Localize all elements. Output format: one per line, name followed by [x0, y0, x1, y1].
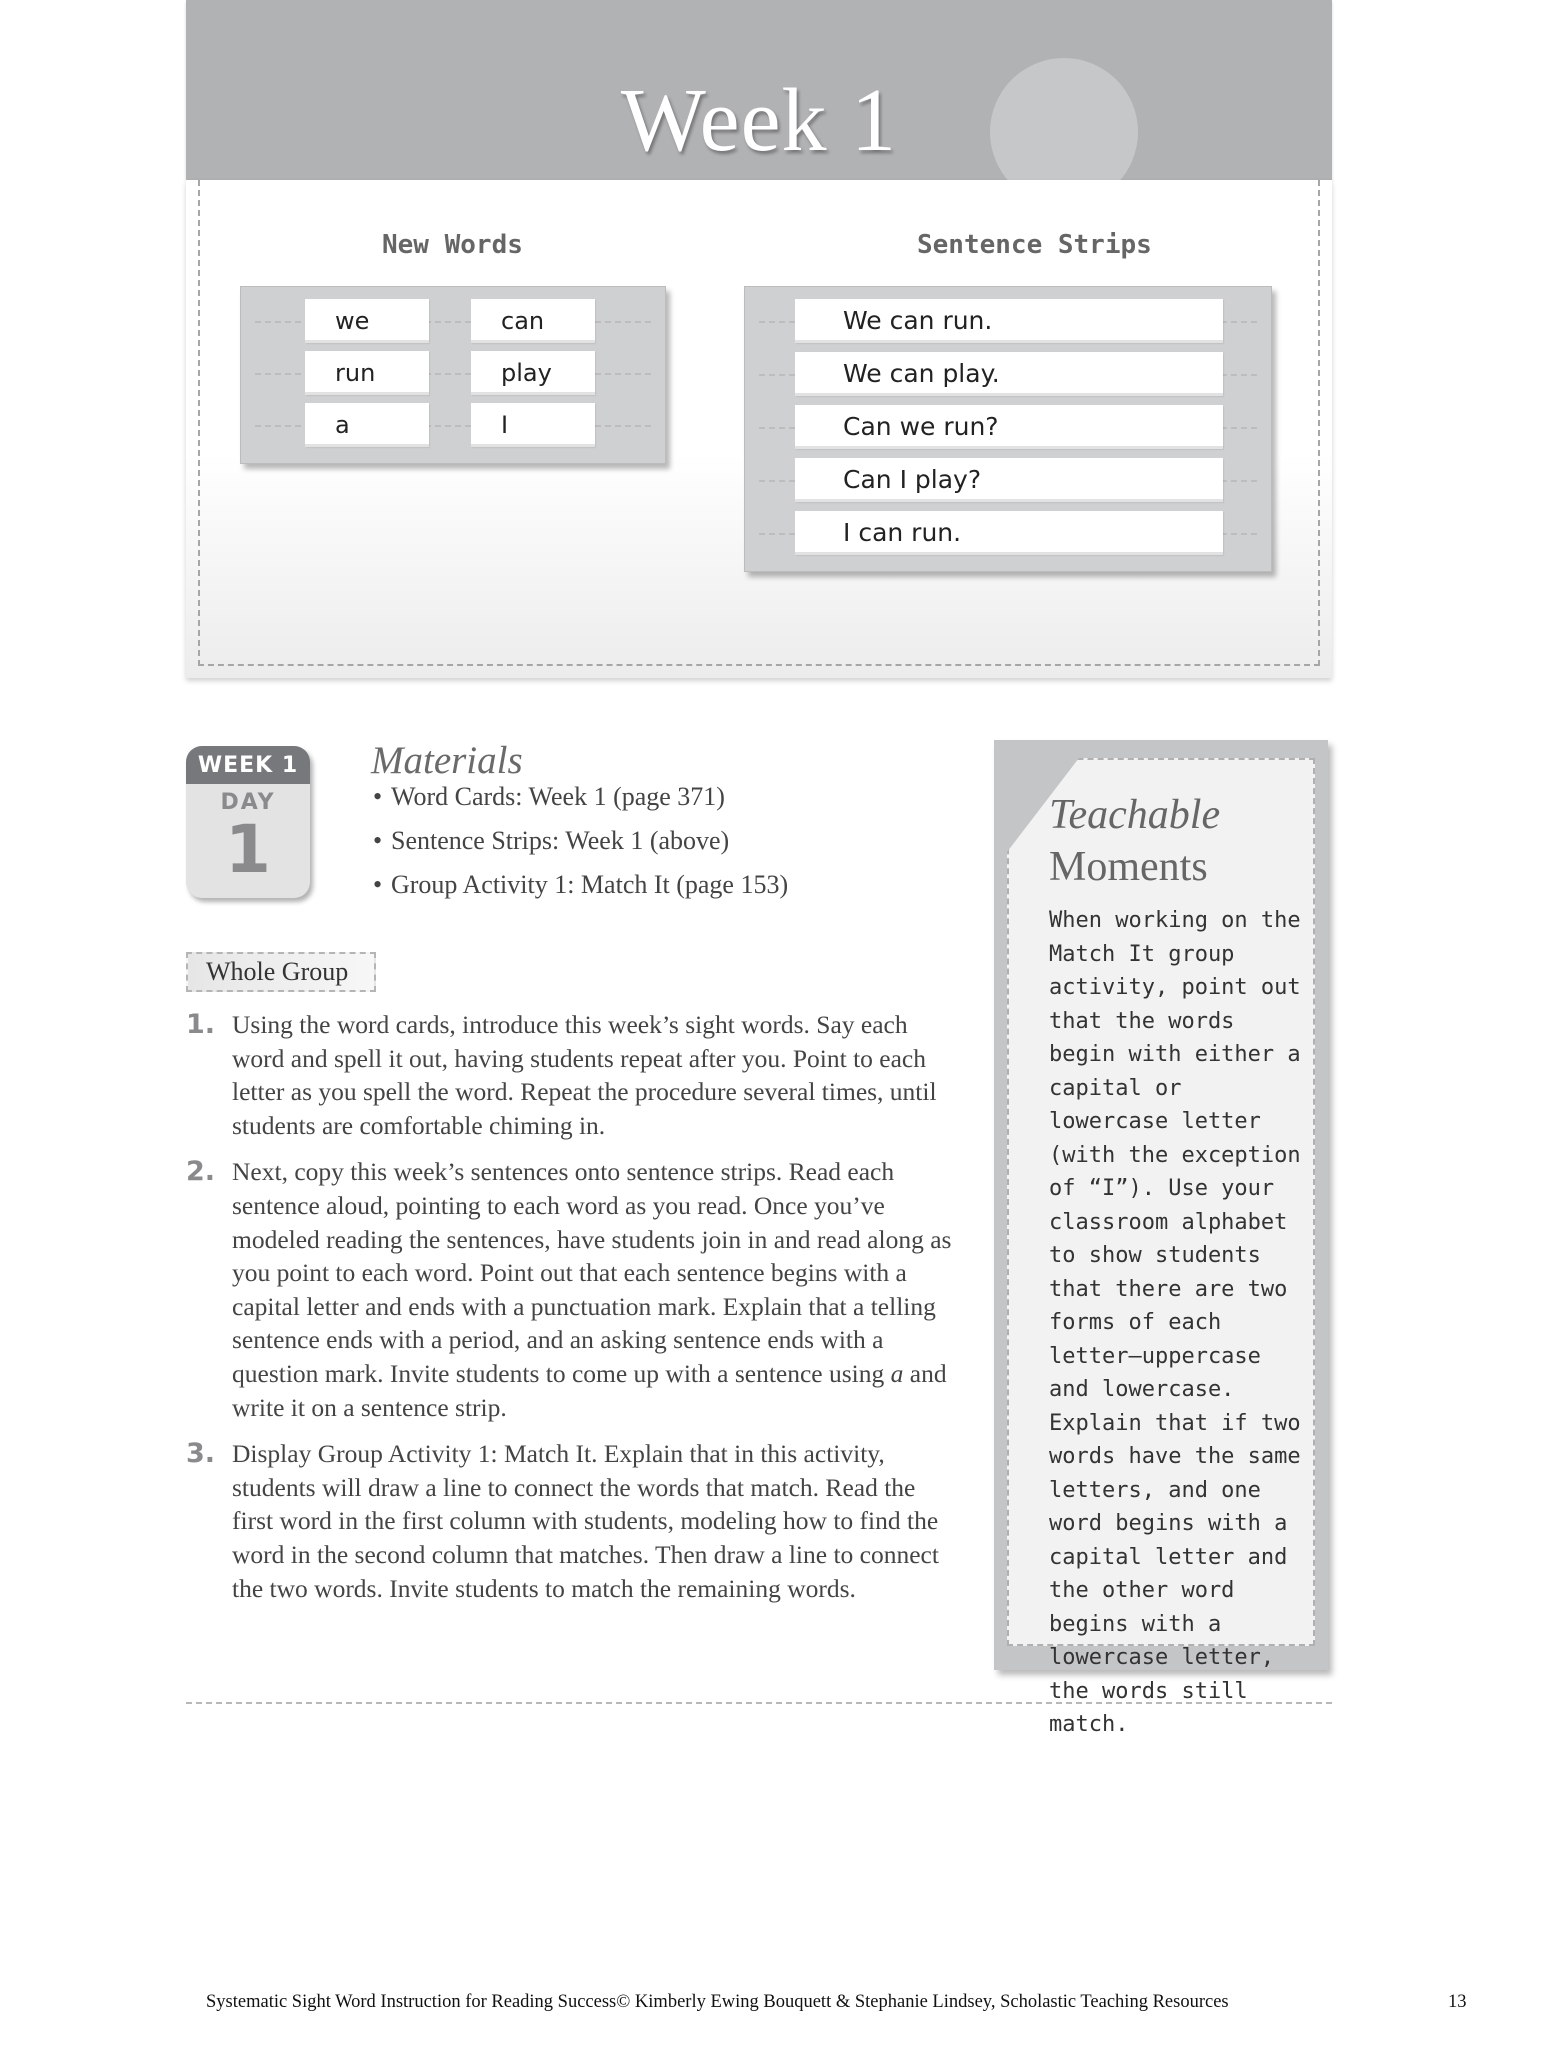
badge-day-label: DAY [220, 790, 276, 815]
step-text: Display Group Activity 1: Match It. Explain that in this activity, students will draw a line to connect the words that match. Read the first word in the first column with students, modeling how to find the word in the second column that matches. Then draw a line to connect the two words. Invite students to match the remaining words. [232, 1439, 939, 1603]
sentence-strip: We can run. [795, 299, 1223, 343]
step-item [186, 1437, 962, 1605]
materials-item [373, 870, 788, 914]
instruction-steps [186, 1008, 962, 1618]
new-words-heading: New Words [382, 230, 523, 260]
badge-week-label: WEEK 1 [186, 746, 310, 784]
footer-credit: Systematic Sight Word Instruction for Reading Success© Kimberly Ewing Bouquett & Stephanie Lindsey, Scholastic Teaching Resources [206, 1992, 1229, 2012]
step-text-emphasis: a [890, 1358, 904, 1388]
week-day-badge [186, 746, 310, 898]
sentence-strips-heading: Sentence Strips [917, 230, 1152, 260]
new-words-tray [240, 286, 666, 464]
step-item [186, 1008, 962, 1142]
section-divider [186, 1702, 1332, 1704]
step-text-part: and write it on a sentence strip. [232, 1358, 947, 1422]
badge-day-number: 1 [225, 811, 271, 888]
bullet-icon: • [373, 826, 383, 855]
word-card: play [471, 351, 595, 395]
bullet-icon: • [373, 782, 383, 811]
word-card: run [305, 351, 429, 395]
sentence-strip: I can run. [795, 511, 1223, 555]
step-text [232, 1157, 951, 1421]
materials-item [373, 782, 788, 826]
step-number: 3. [186, 1438, 216, 1470]
page-title: Week 1 [620, 71, 898, 170]
materials-item-text: Word Cards: Week 1 (page 371) [391, 782, 725, 811]
teachable-moments-title: Moments [1049, 844, 1208, 890]
step-number: 2. [186, 1156, 216, 1188]
sentence-strip: Can we run? [795, 405, 1223, 449]
word-card: I [471, 403, 595, 447]
materials-item-text: Sentence Strips: Week 1 (above) [391, 826, 730, 855]
teachable-moments-card [1007, 758, 1315, 1737]
word-card: we [305, 299, 429, 343]
page-number: 13 [1448, 1992, 1467, 2012]
word-card: can [471, 299, 595, 343]
materials-item-text: Group Activity 1: Match It (page 153) [391, 870, 789, 899]
bullet-icon: • [373, 870, 383, 899]
sentence-strip: Can I play? [795, 458, 1223, 502]
words-panel [186, 180, 1332, 678]
step-text-part: Next, copy this week’s sentences onto sentence strips. Read each sentence aloud, pointing to each word as you read. Once you’ve modeled reading the sentences, have students join in and read along as you point to each word. Point out that each sentence begins with a capital letter and ends with a punctuation mark. Explain that a telling sentence ends with a period, and an asking sentence ends with a question mark. Invite students to come up with a sentence using [232, 1157, 952, 1388]
materials-title: Materials [371, 739, 523, 782]
teachable-moments-sidebar [994, 740, 1328, 1737]
teachable-moments-title: Teachable [1049, 792, 1221, 838]
materials-item [373, 826, 788, 870]
step-text: Using the word cards, introduce this week’s sight words. Say each word and spell it out, having students repeat after you. Point to each letter as you spell the word. Repeat the procedure several times, until students are comfortable chiming in. [232, 1010, 937, 1140]
week-banner [186, 0, 1332, 180]
sentence-strip: We can play. [795, 352, 1223, 396]
materials-list [373, 782, 788, 914]
step-item [186, 1155, 962, 1424]
teachable-moments-text: When working on the Match It group activity, point out that the words begin with either a capital or lowercase letter (with the exception of “I”). Use your classroom alphabet to show students that there are two forms of each letter—uppercase and lowercase. Explain that if two words have the same letters, and one word begins with a capital letter and the other word begins with a lowercase letter, the words still match. [1049, 908, 1301, 1737]
whole-group-label: Whole Group [186, 952, 376, 992]
step-number: 1. [186, 1009, 216, 1040]
word-card: a [305, 403, 429, 447]
sentence-strips-tray [744, 286, 1272, 572]
